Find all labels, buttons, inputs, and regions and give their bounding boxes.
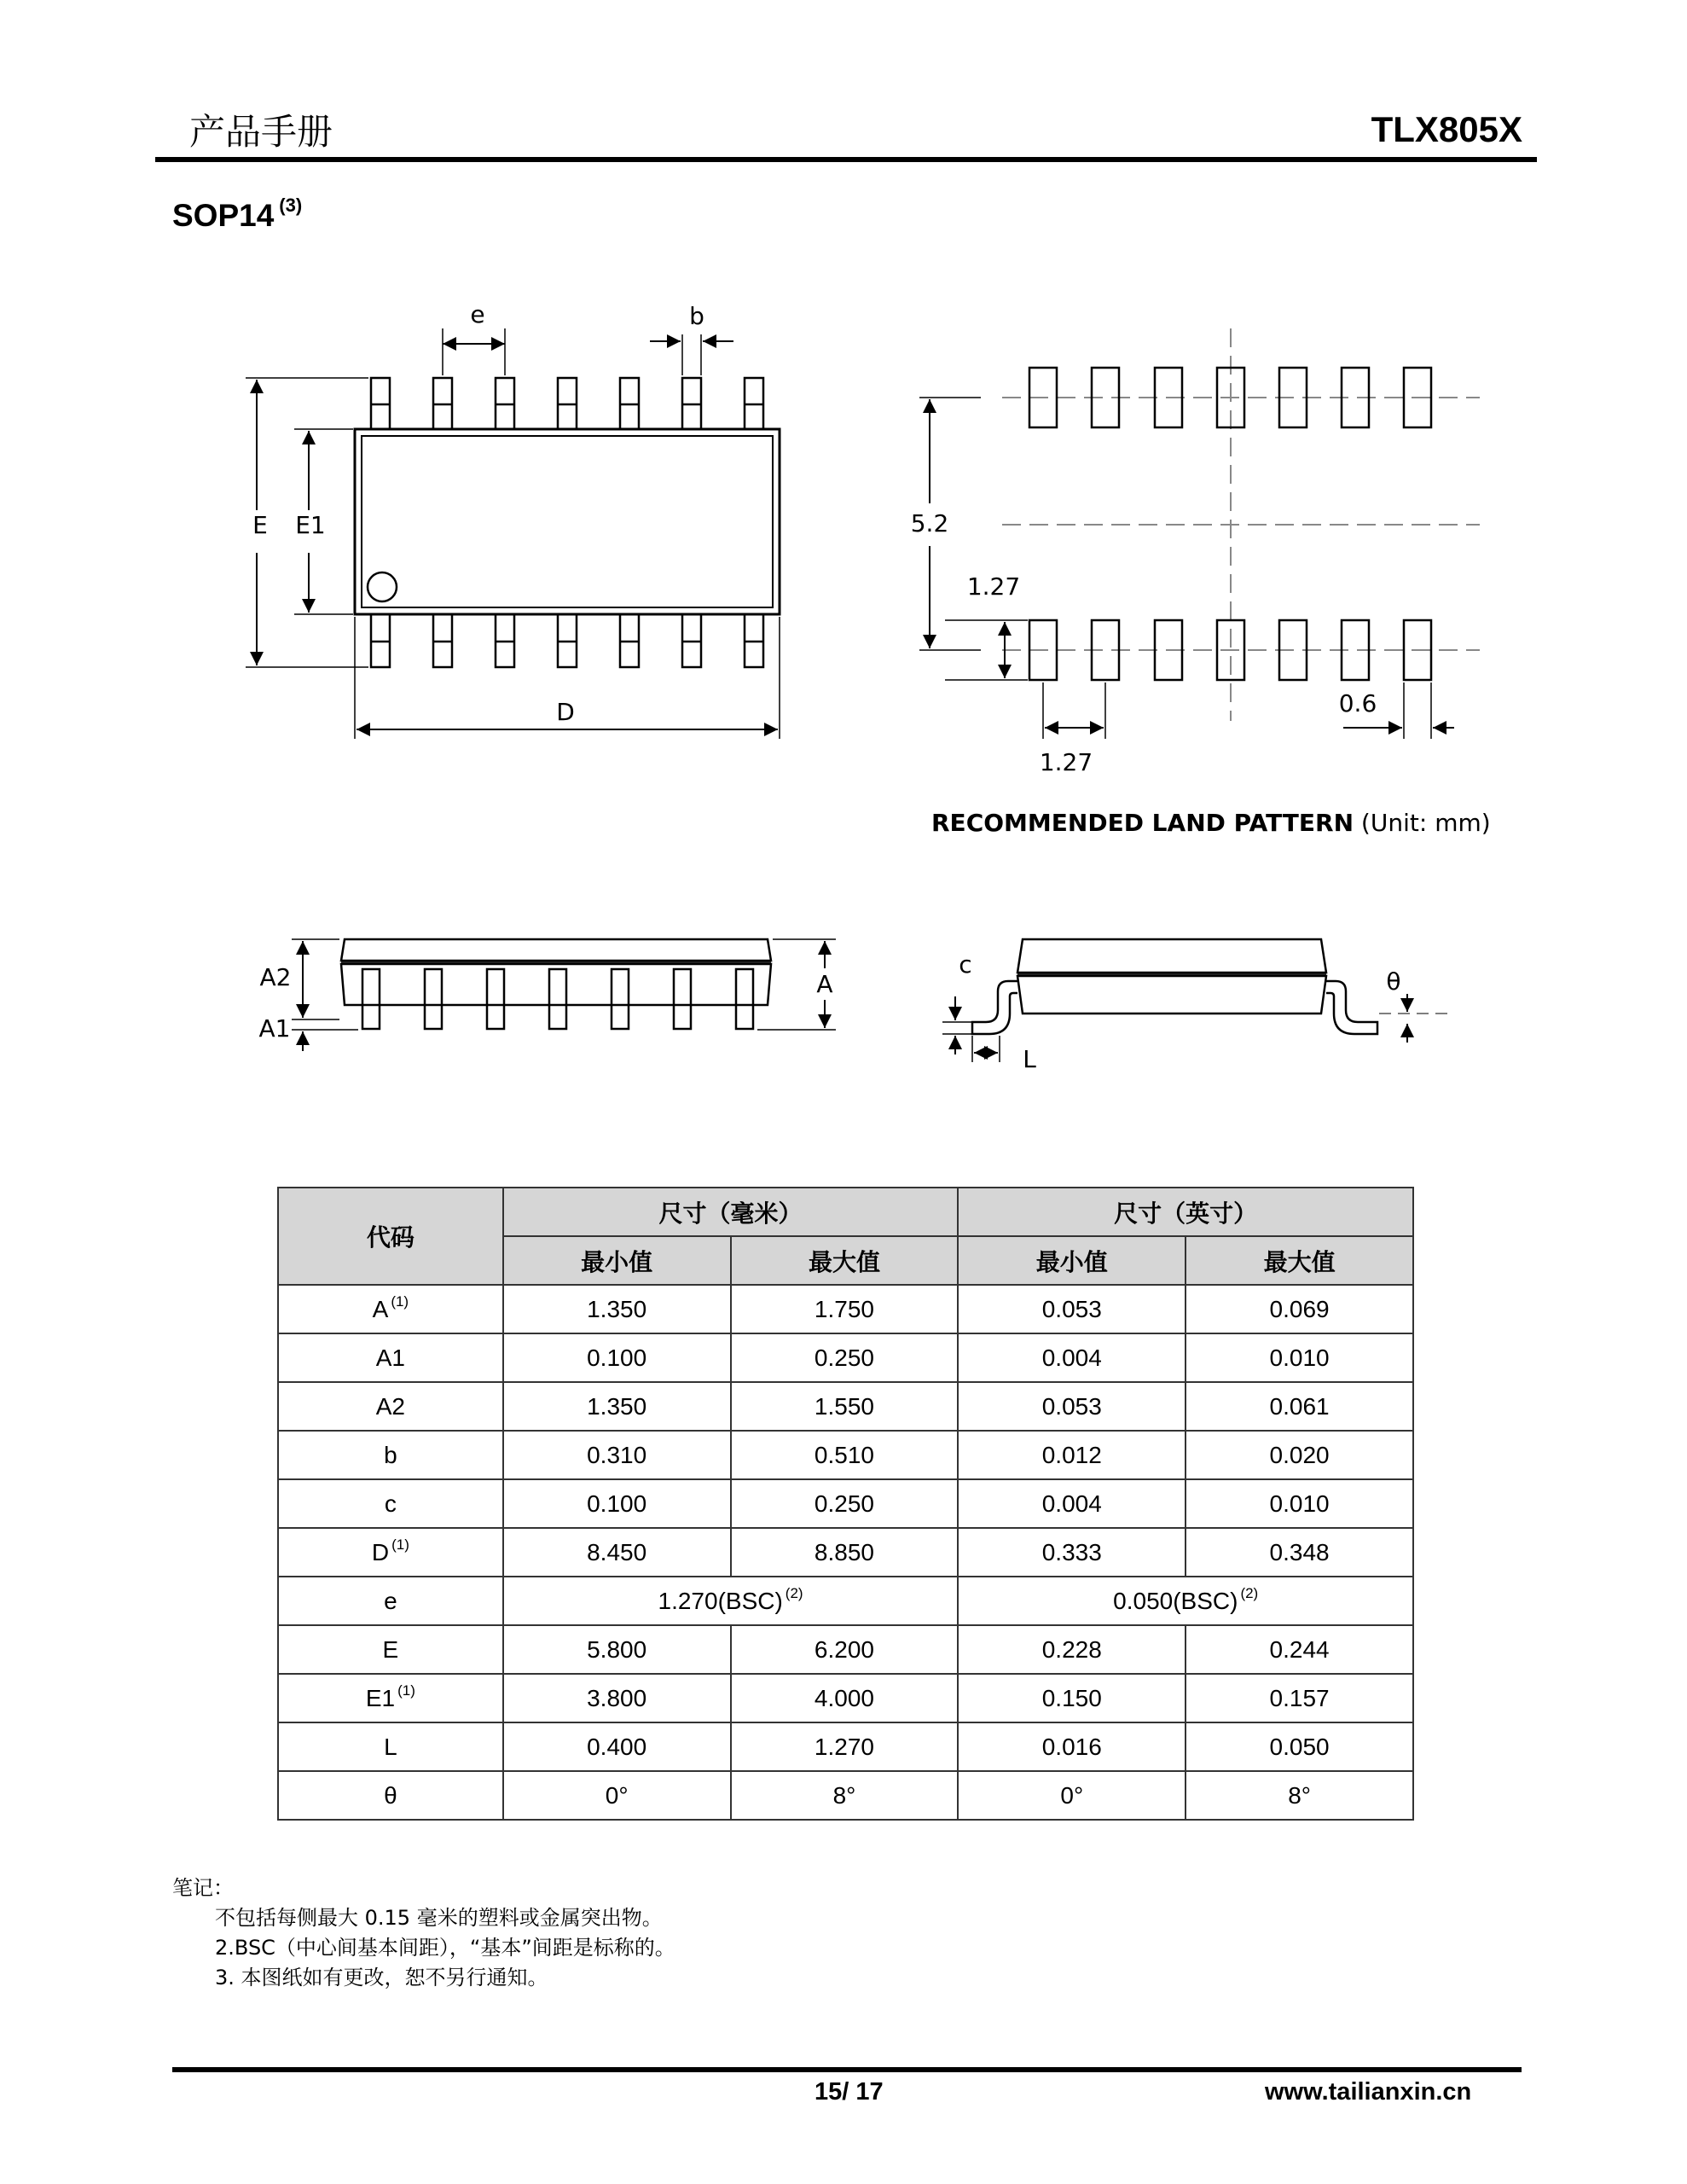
code-text: L [384, 1733, 397, 1760]
code-text: A1 [375, 1344, 405, 1371]
code-text: E [382, 1635, 399, 1663]
land-dim-1-27-pitch: 1.27 [1039, 748, 1093, 776]
label-E: E [252, 511, 268, 539]
pin1-marker [368, 572, 397, 601]
mm-min-cell: 3.800 [503, 1674, 731, 1722]
header-code: 代码 [278, 1188, 503, 1285]
mm-max-cell: 0.510 [731, 1431, 959, 1479]
side-view [292, 939, 836, 1051]
footer-rule [172, 2067, 1522, 2072]
header-doc-title: 产品手册 [189, 111, 333, 153]
code-text: b [384, 1441, 397, 1468]
row-code [278, 1577, 503, 1625]
in-max-cell: 0.010 [1186, 1479, 1413, 1528]
in-max-cell: 0.050 [1186, 1722, 1413, 1771]
header-mm: 尺寸（毫米） [503, 1188, 959, 1236]
table-row [278, 1722, 1413, 1771]
notes-section [172, 1873, 675, 1993]
code-text: θ [384, 1781, 397, 1809]
mm-max-cell: 4.000 [731, 1674, 959, 1722]
in-max-cell: 8° [1186, 1771, 1413, 1820]
mm-min-cell: 1.350 [503, 1382, 731, 1431]
code-text: D [371, 1538, 390, 1565]
end-lead-right [1326, 981, 1377, 1034]
label-E1: E1 [295, 511, 326, 539]
land-pattern-caption-title: RECOMMENDED LAND PATTERN [931, 809, 1354, 837]
row-code [278, 1479, 503, 1528]
code-text: e [384, 1587, 397, 1614]
in-min-cell: 0.012 [958, 1431, 1186, 1479]
in-min-cell: 0° [958, 1771, 1186, 1820]
row-code [278, 1431, 503, 1479]
land-centerlines [1002, 328, 1480, 721]
package-name: SOP14 [172, 198, 275, 233]
mm-max-cell: 0.250 [731, 1479, 959, 1528]
in-span-text: 0.050(BSC) [1113, 1587, 1238, 1614]
page-number: 15/ 17 [815, 2078, 884, 2106]
mm-max-cell: 1.270 [731, 1722, 959, 1771]
mm-max-cell: 0.250 [731, 1333, 959, 1382]
mm-span-cell [503, 1577, 959, 1625]
header-part-number: TLX805X [1371, 109, 1522, 149]
top-body-outline [355, 429, 780, 614]
in-min-cell: 0.004 [958, 1333, 1186, 1382]
label-A1: A1 [258, 1014, 291, 1043]
land-pattern [919, 328, 1480, 739]
code-ref: (1) [391, 1292, 409, 1310]
row-code [278, 1625, 503, 1674]
in-min-cell: 0.004 [958, 1479, 1186, 1528]
side-leads [362, 969, 753, 1029]
in-min-cell: 0.016 [958, 1722, 1186, 1771]
table-row [278, 1285, 1413, 1333]
end-body-bottom [1017, 976, 1326, 1014]
row-code [278, 1333, 503, 1382]
end-lead-left [972, 981, 1017, 1034]
header-inch-max: 最大值 [1186, 1236, 1413, 1285]
table-row [278, 1528, 1413, 1577]
row-code [278, 1285, 503, 1333]
note-item: 2.BSC（中心间基本间距），“基本”间距是标称的。 [215, 1936, 675, 1960]
row-code [278, 1528, 503, 1577]
mm-max-cell: 1.550 [731, 1382, 959, 1431]
code-ref: (1) [391, 1536, 409, 1553]
row-code [278, 1771, 503, 1820]
table-row [278, 1577, 1413, 1625]
in-max-cell: 0.010 [1186, 1333, 1413, 1382]
in-span-cell [958, 1577, 1413, 1625]
mm-max-cell: 8° [731, 1771, 959, 1820]
mm-min-cell: 0° [503, 1771, 731, 1820]
mm-min-cell: 0.400 [503, 1722, 731, 1771]
land-dim-0-6: 0.6 [1338, 689, 1377, 717]
top-body-inner [362, 436, 773, 607]
mm-min-cell: 8.450 [503, 1528, 731, 1577]
mm-max-cell: 8.850 [731, 1528, 959, 1577]
top-leads-upper [371, 378, 763, 429]
label-D: D [556, 698, 575, 726]
table-row [278, 1382, 1413, 1431]
notes-title: 笔记： [172, 1876, 234, 1900]
side-body-top [341, 939, 771, 961]
label-c: c [959, 950, 972, 979]
end-view [942, 939, 1450, 1062]
table-row [278, 1625, 1413, 1674]
header-mm-max: 最大值 [731, 1236, 959, 1285]
in-min-cell: 0.333 [958, 1528, 1186, 1577]
mm-span-ref: (2) [785, 1584, 803, 1601]
header-inch: 尺寸（英寸） [958, 1188, 1413, 1236]
table-row [278, 1431, 1413, 1479]
in-max-cell: 0.157 [1186, 1674, 1413, 1722]
table-row [278, 1333, 1413, 1382]
note-item: 3. 本图纸如有更改，恕不另行通知。 [215, 1966, 548, 1989]
mm-min-cell: 0.100 [503, 1479, 731, 1528]
header-mm-min: 最小值 [503, 1236, 731, 1285]
top-leads-lower [371, 614, 763, 667]
land-dim-1-27-vertical: 1.27 [966, 572, 1021, 601]
in-max-cell: 0.348 [1186, 1528, 1413, 1577]
mm-span-text: 1.270(BSC) [658, 1587, 783, 1614]
code-text: c [384, 1490, 397, 1517]
row-code [278, 1382, 503, 1431]
table-row [278, 1674, 1413, 1722]
code-ref: (1) [397, 1682, 415, 1699]
in-min-cell: 0.228 [958, 1625, 1186, 1674]
footer-website: www.tailianxin.cn [1265, 2078, 1472, 2106]
land-pattern-caption-unit: (Unit: mm) [1354, 809, 1491, 837]
in-max-cell: 0.061 [1186, 1382, 1413, 1431]
code-text: E1 [365, 1684, 396, 1711]
label-L: L [1023, 1045, 1036, 1073]
label-e: e [470, 300, 485, 328]
code-text: A2 [375, 1392, 405, 1420]
row-code [278, 1674, 503, 1722]
end-body-top [1017, 939, 1326, 973]
note-item: 不包括每侧最大 0.15 毫米的塑料或金属突出物。 [215, 1906, 663, 1930]
code-text: A [372, 1295, 389, 1322]
dimensions-table [277, 1187, 1414, 1821]
in-min-cell: 0.150 [958, 1674, 1186, 1722]
mm-min-cell: 1.350 [503, 1285, 731, 1333]
label-A: A [816, 970, 833, 998]
table-row [278, 1479, 1413, 1528]
header-inch-min: 最小值 [958, 1236, 1186, 1285]
label-b: b [689, 302, 704, 330]
table-header-row-1 [278, 1188, 1413, 1236]
mm-min-cell: 0.310 [503, 1431, 731, 1479]
mm-min-cell: 5.800 [503, 1625, 731, 1674]
land-dim-5-2: 5.2 [910, 509, 949, 537]
in-min-cell: 0.053 [958, 1285, 1186, 1333]
in-max-cell: 0.020 [1186, 1431, 1413, 1479]
in-span-ref: (2) [1240, 1584, 1259, 1601]
land-pattern-caption [931, 809, 1491, 837]
top-view [246, 328, 780, 739]
package-note-ref: (3) [279, 195, 303, 216]
mm-max-cell: 6.200 [731, 1625, 959, 1674]
in-max-cell: 0.244 [1186, 1625, 1413, 1674]
mm-max-cell: 1.750 [731, 1285, 959, 1333]
row-code [278, 1722, 503, 1771]
table-row [278, 1771, 1413, 1820]
label-A2: A2 [259, 963, 292, 991]
label-theta: θ [1386, 967, 1401, 996]
in-max-cell: 0.069 [1186, 1285, 1413, 1333]
in-min-cell: 0.053 [958, 1382, 1186, 1431]
mm-min-cell: 0.100 [503, 1333, 731, 1382]
